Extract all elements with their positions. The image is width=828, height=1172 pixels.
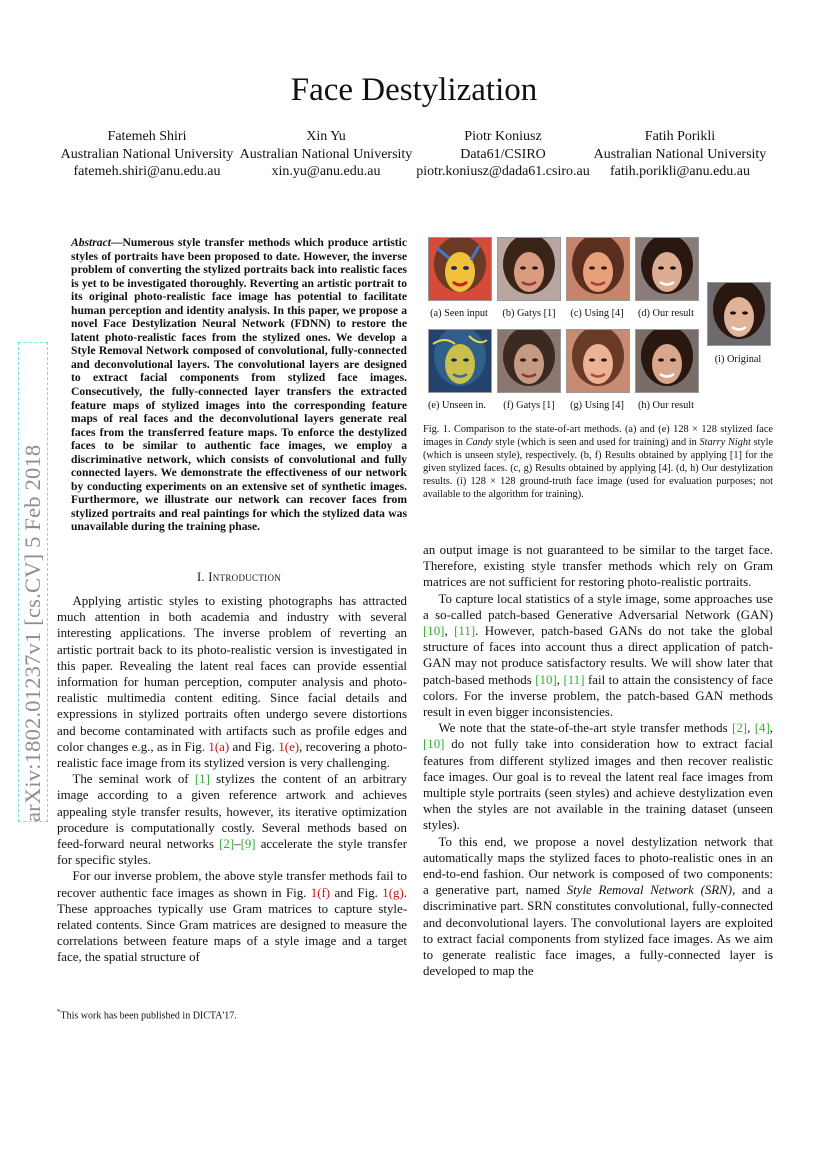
face-image-using4-seen — [566, 237, 630, 301]
text-run: stylizes the content of an arbitrary image according to a given reference artwork and achieves appealing style transfer results, however, its iterative optimization procedure is computationally costly. Several methods based on feed-forward neural networks — [57, 772, 407, 852]
text-run: , — [556, 672, 564, 687]
author-email: xin.yu@anu.edu.au — [271, 164, 381, 179]
body-paragraph — [423, 834, 773, 980]
author-name: Fatih Porikli — [644, 129, 716, 144]
citation-link[interactable]: [10] — [423, 737, 445, 752]
text-run: fail to attain the consistency of face colors. For the inverse problem, the patch-based GAN methods result in even bigger inconsistencies. — [423, 672, 773, 720]
text-run: We note that the state-of-the-art style transfer methods — [438, 721, 733, 736]
face-image-seen-input — [428, 237, 492, 301]
figure-reference-link[interactable]: 1(a) — [208, 739, 230, 754]
author-affiliation: Australian National University — [60, 146, 234, 162]
body-paragraph — [57, 868, 407, 965]
citation-link[interactable]: [1] — [194, 772, 210, 787]
citation-link[interactable]: [10] — [423, 624, 445, 639]
text-run: style (which is unseen style), respectively. (b, f) Results obtained by applying [1] for the given stylized faces. (c, g) Results obtained by applying [4]. (d, h) Our destylization results. (i) 128 × 128 ground-truth face image (used for evaluation purposes; not available to the algorithm for training). — [423, 436, 774, 500]
abstract — [71, 236, 407, 534]
text-run: , recovering a photo-realistic face image from its stylized version is very challenging. — [57, 739, 407, 771]
italic-text: Style Removal Network (SRN) — [566, 883, 733, 898]
author-name: Xin Yu — [306, 129, 346, 144]
author-email: piotr.koniusz@dada61.csiro.au — [416, 164, 590, 179]
subcaption: (g) Using [4] — [570, 400, 624, 411]
text-run: and Fig. — [229, 739, 279, 754]
author-affiliation: Australian National University — [239, 146, 413, 162]
footnote — [57, 1008, 237, 1021]
text-run: . These approaches typically use Gram matrices to capture style-related contents. Since Gram matrices are designed to measure the correlations between feature maps of a style image and a target face, the spatial structure of — [57, 885, 407, 965]
subcaption: (b) Gatys [1] — [502, 308, 556, 319]
body-paragraph — [423, 542, 773, 591]
italic-text: Starry Night — [699, 436, 751, 448]
text-run: The seminal work of — [72, 772, 195, 787]
text-run: , and a discriminative part. SRN constitutes convolutional, fully-connected and deconvolutional layers. The convolutional layers are exploited to extract facial components from stylized face images. As we aim to generate realistic face images, a fully-connected layer is developed to map the — [423, 883, 773, 979]
body-paragraph — [423, 591, 773, 721]
abstract-text: —Numerous style transfer methods which produce artistic styles of portraits have been proposed to date. However, the inverse problem of converting the stylized portraits back into realistic faces is yet to be investigated thoroughly. Reverting an artistic portrait to its original photo-realistic face image has potential to facilitate human perception and identity analysis. In this paper, we propose a novel Face Destylization Neural Network (FDNN) to restore the latent photo-realistic faces from the stylized ones. We develop a Style Removal Network composed of convolutional, fully-connected and deconvolutional layers. The convolutional layers are designed to extract facial components from stylized face images. Consecutively, the fully-connected layer transfers the extracted feature maps of stylized images into the corresponding feature maps of real faces and the deconvolutional layers generate real faces from the transferred feature maps. To enforce the destylized faces to be similar to authentic face images, we employ a discriminative network, which consists of convolutional and fully connected layers. We demonstrate the effectiveness of our network by conducting experiments on an extensive set of synthetic images. Furthermore, we illustrate our network can recover faces from stylized portraits and real paintings for which the stylized data was unavailable during the training phase. — [71, 236, 407, 534]
subcaption: (a) Seen input — [430, 308, 488, 319]
author-block — [52, 128, 242, 181]
face-image-our-result-unseen — [635, 329, 699, 393]
body-paragraph — [423, 720, 773, 833]
section-title: Introduction — [208, 570, 282, 584]
subcaption: (f) Gatys [1] — [503, 400, 555, 411]
arxiv-id: arXiv:1802.01237v1 [cs.CV] 5 Feb 2018 — [20, 444, 45, 822]
figure-reference-link[interactable]: 1(g) — [382, 885, 404, 900]
section-heading — [71, 570, 407, 585]
face-image-gatys-unseen — [497, 329, 561, 393]
text-run: do not fully take into consideration how to extract facial features from different stylized images and then recover realistic face images. Our goal is to reveal the latent real face images from multiple style portraits (seen styles) and achieve destylization even when the styles are not available in the training dataset (unseen styles). — [423, 737, 773, 833]
text-run: , — [769, 721, 773, 736]
subcaption: (e) Unseen in. — [427, 400, 487, 411]
author-block — [585, 128, 775, 181]
author-email: fatih.porikli@anu.edu.au — [609, 164, 751, 179]
italic-text: Candy — [465, 436, 493, 448]
citation-link[interactable]: [4] — [754, 721, 770, 736]
text-run: , — [444, 624, 455, 639]
author-affiliation: Australian National University — [593, 146, 767, 162]
text-run: Fig. 1. Comparison to the state-of-art methods. (a) and (e) 128 × 128 stylized face images in — [423, 424, 773, 448]
face-image-unseen-input — [428, 329, 492, 393]
citation-link[interactable]: [9] — [240, 837, 256, 852]
text-run: accelerate the style transfer for specific styles. — [57, 837, 408, 868]
author-block — [408, 128, 598, 181]
face-image-our-result-seen — [635, 237, 699, 301]
figure-reference-link[interactable]: 1(f) — [310, 885, 331, 900]
face-image-gatys-seen — [497, 237, 561, 301]
author-email: fatemeh.shiri@anu.edu.au — [73, 164, 221, 179]
text-run: style (which is seen and used for training) and in — [492, 436, 700, 448]
arxiv-stamp — [18, 342, 48, 822]
author-block — [231, 128, 421, 181]
subcaption: (i) Original — [714, 354, 762, 365]
text-run: – — [234, 837, 241, 852]
body-paragraph — [57, 593, 407, 771]
citation-link[interactable]: [2] — [219, 837, 235, 852]
paper-title: Face Destylization — [290, 72, 538, 108]
face-image-using4-unseen — [566, 329, 630, 393]
face-image-original — [707, 282, 771, 346]
footnote-mark: * — [57, 1008, 61, 1016]
text-run: and Fig. — [330, 885, 383, 900]
citation-link[interactable]: [10] — [535, 672, 557, 687]
citation-link[interactable]: [2] — [732, 721, 748, 736]
citation-link[interactable]: [11] — [454, 624, 476, 639]
author-name: Piotr Koniusz — [464, 129, 542, 144]
footnote-text: This work has been published in DICTA'17. — [60, 1010, 237, 1022]
left-column-body — [57, 593, 407, 966]
abstract-label: Abstract — [71, 236, 111, 249]
author-affiliation: Data61/CSIRO — [460, 146, 546, 162]
subcaption: (h) Our result — [637, 400, 695, 411]
text-run: . However, patch-based GANs do not take the global structure of faces into account thus a direct application of patch-GAN may not produce satisfactory results. We will show later that patch-based methods — [423, 624, 773, 687]
text-run: To capture local statistics of a style image, some approaches use a so-called patch-based Generative Adversarial Network (GAN) — [423, 591, 773, 622]
figure-reference-link[interactable]: 1(e) — [278, 739, 300, 754]
author-name: Fatemeh Shiri — [107, 129, 187, 144]
text-run: , — [747, 721, 755, 736]
body-paragraph — [57, 771, 407, 868]
text-run: To this end, we propose a novel destylization network that automatically maps the stylized faces to photo-realistic ones in an end-to-end fashion. Our network is composed of two components: a generative part, named — [423, 834, 773, 898]
text-run: an output image is not guaranteed to be similar to the target face. Therefore, existing style transfer methods which rely on Gram matrices are not sufficient for restoring photo-realistic portraits. — [423, 543, 773, 590]
text-run: Applying artistic styles to existing photographs has attracted much attention in both academia and industry with several interesting applications. The inverse problem of reverting an artistic portrait back to its photo-realistic version is investigated in this paper. Revealing the latent real faces can provide essential information for human perception, computer analysis and photo-realistic multimedia content editing. Since facial details and expressions in stylized portraits often undergo severe distortions and become contaminated with artifacts such as profile edges and color changes e.g., as in Fig. — [57, 594, 407, 754]
right-column-body — [423, 542, 773, 979]
citation-link[interactable]: [11] — [563, 672, 585, 687]
text-run: For our inverse problem, the above style transfer methods fail to recover authentic face images as shown in Fig. — [57, 869, 407, 900]
figure-caption — [423, 424, 773, 501]
subcaption: (c) Using [4] — [570, 308, 624, 319]
section-number: I. — [196, 570, 205, 584]
subcaption: (d) Our result — [637, 308, 695, 319]
